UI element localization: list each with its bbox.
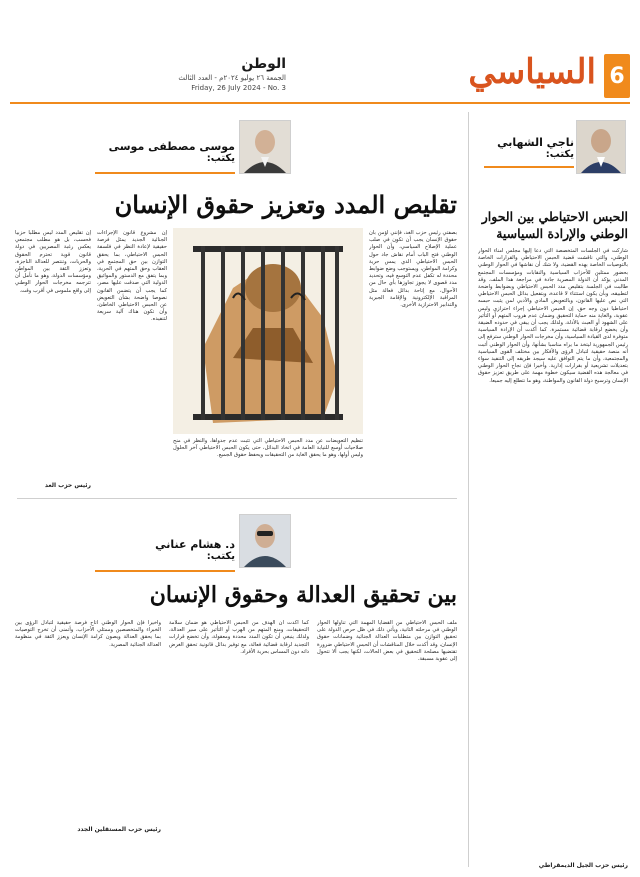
article-body-col-3: إن تقليص المدد ليس مطلبا حزبيا فحسب، بل هو مطلب مجتمعي يعكس رغبة المصريين في دولة قانون قوية تحترم الحقوق والحريات، وتنتصر للعدالة الناجزة، وتعزز الثقة بين المواطن ومؤسسات الدولة، وهو ما نأمل أن تترجمه مخرجات الحوار الوطني إلى واقع ملموس في أقرب وقت. — [15, 230, 91, 294]
article-body-col-4: تنظيم التعويضات عن مدد الحبس الاحتياطي التي تثبت عدم جدواها، والنظر في منح صلاحيات أوسع للنيابة العامة في اتخاذ البدائل، حتى يكون الحبس الاحتياطي آخر الحلول وليس أولها، وهو ما يحقق الغاية من التحقيقات ويحفظ حقوق الجميع. — [173, 438, 363, 459]
headline: بين تحقيق العدالة وحقوق الإنسان — [149, 582, 457, 608]
author-name: موسى مصطفى موسى — [108, 140, 235, 153]
masthead — [10, 52, 630, 104]
author-signature: رئيس حزب المستقلين الجدد — [77, 826, 161, 833]
article-body: شاركت في الجلسات المتخصصة التي دعا إليها مجلس أمناء الحوار الوطني، والتي ناقشت قضية الحبس الاحتياطي والقرارات الخاصة بالتوصيات الخاصة بهذه القضية، ولا شك أن نقاشها في الحوار الوطني بحضور ممثلين للأحزاب السياسية والنقابات ومؤسسات المجتمع المدني يؤكد أن الدولة المصرية جادة في مراجعة هذا الملف. وقد طالبت في الجلسة بتقليص مدد الحبس الاحتياطي وبضوابط واضحة لتطبيقه، وبأن يكون استثناء لا قاعدة، وبتفعيل بدائل الحبس الاحتياطي التي نص عليها القانون، وبالتعويض المادي والأدبي لمن يثبت حبسه احتياطيا دون وجه حق. إن الحبس الاحتياطي إجراء احترازي وليس عقوبة، والغاية منه حماية التحقيق وضمان عدم هروب المتهم أو التأثير على الشهود أو العبث بالأدلة، ولذلك يجب أن يبقى في حدوده الضيقة وأن يخضع لرقابة قضائية مستمرة. كما أكدت أن الإرادة السياسية متوفرة لدى القيادة السياسية، وأن مخرجات الحوار الوطني سترفع إلى رئيس الجمهورية ليتخذ ما يراه مناسبا بشأنها، وأن الحوار الوطني أثبت أنه منصة حقيقية لتبادل الرؤى والأفكار بين مختلف القوى السياسية والمجتمعية، وأن ما يتم التوافق عليه سيجد طريقه إلى التنفيذ سواء بتعديلات تشريعية أو بقرارات إدارية. وأخيرا فإن نجاح الحوار الوطني في معالجة هذه القضية سيكون خطوة مهمة على طريق تعزيز حقوق الإنسان وترسيخ دولة القانون والمواطنة، وهو ما نتطلع إليه جميعا. — [478, 248, 628, 384]
author-photo — [239, 120, 291, 174]
writes-label: يكتب: — [206, 551, 235, 562]
article-separator — [17, 498, 457, 499]
headline-line-1: الحبس الاحتياطي بين الحوار — [481, 209, 628, 224]
headline — [476, 208, 628, 242]
issue-line: الجمعة ٢٦ يوليو ٢٠٢٤م - العدد الثالث — [178, 74, 286, 82]
article-top — [8, 110, 463, 870]
byline-rule — [95, 570, 235, 572]
prison-bars-icon — [173, 228, 363, 434]
byline-rule — [95, 172, 235, 174]
author-photo — [576, 120, 626, 174]
article-body-col-1: بصفتي رئيس حزب الغد، فإنني أؤمن بأن حقوق الإنسان يجب أن تكون في صلب عملية الإصلاح السياسي، وأن الحوار الوطني فتح الباب أمام نقاش جاد حول الحبس الاحتياطي الذي يمس حرية وكرامة المواطن، ويستوجب وضع ضوابط محددة له تكفل عدم التوسع فيه، وتحديد مدد قصوى لا يجوز تجاوزها بأي حال من الأحوال، مع إتاحة بدائل فعالة مثل المراقبة الإلكترونية والإقامة الجبرية والتدابير الاحترازية الأخرى. — [369, 230, 457, 309]
byline — [484, 136, 574, 160]
article-right — [475, 110, 632, 870]
writes-label: يكتب: — [545, 149, 574, 160]
author-portrait-icon — [240, 515, 290, 567]
author-name: ناجي الشهابي — [497, 136, 574, 149]
section-name: الوطن — [241, 56, 286, 72]
writes-label: يكتب: — [206, 153, 235, 164]
author-signature: رئيس حزب الغد — [44, 482, 91, 489]
article-body-col-1: ملف الحبس الاحتياطي من القضايا المهمة التي تناولها الحوار الوطني في مرحلته الثانية، ويأتي ذلك في ظل حرص الدولة على تحقيق التوازن بين متطلبات العدالة الجنائية وضمانات حقوق الإنسان، وقد أكدت خلال المناقشات أن الحبس الاحتياطي ضرورة تقتضيها مصلحة التحقيق في بعض الحالات، لكنها يجب ألا تتحول إلى عقوبة مسبقة. — [317, 620, 457, 663]
byline-rule — [484, 166, 574, 168]
column-divider — [468, 112, 469, 867]
date-en: Friday, 26 July 2024 - No. 3 — [191, 84, 286, 92]
headline-line-2: الوطني والإرادة السياسية — [496, 226, 628, 241]
author-portrait-icon — [240, 121, 290, 173]
article-body-col-2: كما أكدت أن الهدف من الحبس الاحتياطي هو ضمان سلامة التحقيقات، ومنع المتهم من الهرب أو التأثير على سير العدالة، ولذلك ينبغي أن تكون المدد محددة ومعقولة، وأن تخضع قرارات التجديد لرقابة قضائية فعالة، مع توفير بدائل قانونية تحقق الغرض ذاته دون المساس بحرية الأفراد. — [169, 620, 309, 655]
headline: تقليص المدد وتعزيز حقوق الإنسان — [114, 190, 457, 219]
byline — [95, 538, 235, 562]
author-portrait-icon — [577, 121, 625, 173]
article-body-col-2: إن مشروع قانون الإجراءات الجنائية الجديد يمثل فرصة حقيقية لإعادة النظر في فلسفة الحبس الاحتياطي، بما يحقق التوازن بين حق المجتمع في العقاب وحق المتهم في الحرية، وبما يتفق مع الدستور والمواثيق الدولية التي صدقت عليها مصر، كما يجب أن يتضمن القانون نصوصا واضحة بشأن التعويض عن الحبس الاحتياطي الخاطئ، وأن تكون هناك آلية سريعة لتنفيذه. — [97, 230, 167, 323]
author-photo — [239, 514, 291, 568]
author-signature: رئيس حزب الجيل الديمقراطي — [538, 862, 628, 869]
prison-illustration — [173, 228, 363, 434]
article-body-col-3: وأخيرا فإن الحوار الوطني أتاح فرصة حقيقية لتبادل الرؤى بين الخبراء والمتخصصين وممثلي الأحزاب، وأتمنى أن تخرج التوصيات بما يحقق العدالة ويصون كرامة الإنسان ويعزز الثقة في منظومة العدالة الجنائية المصرية. — [15, 620, 161, 648]
newspaper-logo: السياسي — [468, 52, 596, 92]
page-number-badge: 6 — [604, 54, 630, 98]
author-name: د. هشام عناني — [155, 538, 235, 551]
byline — [95, 140, 235, 164]
